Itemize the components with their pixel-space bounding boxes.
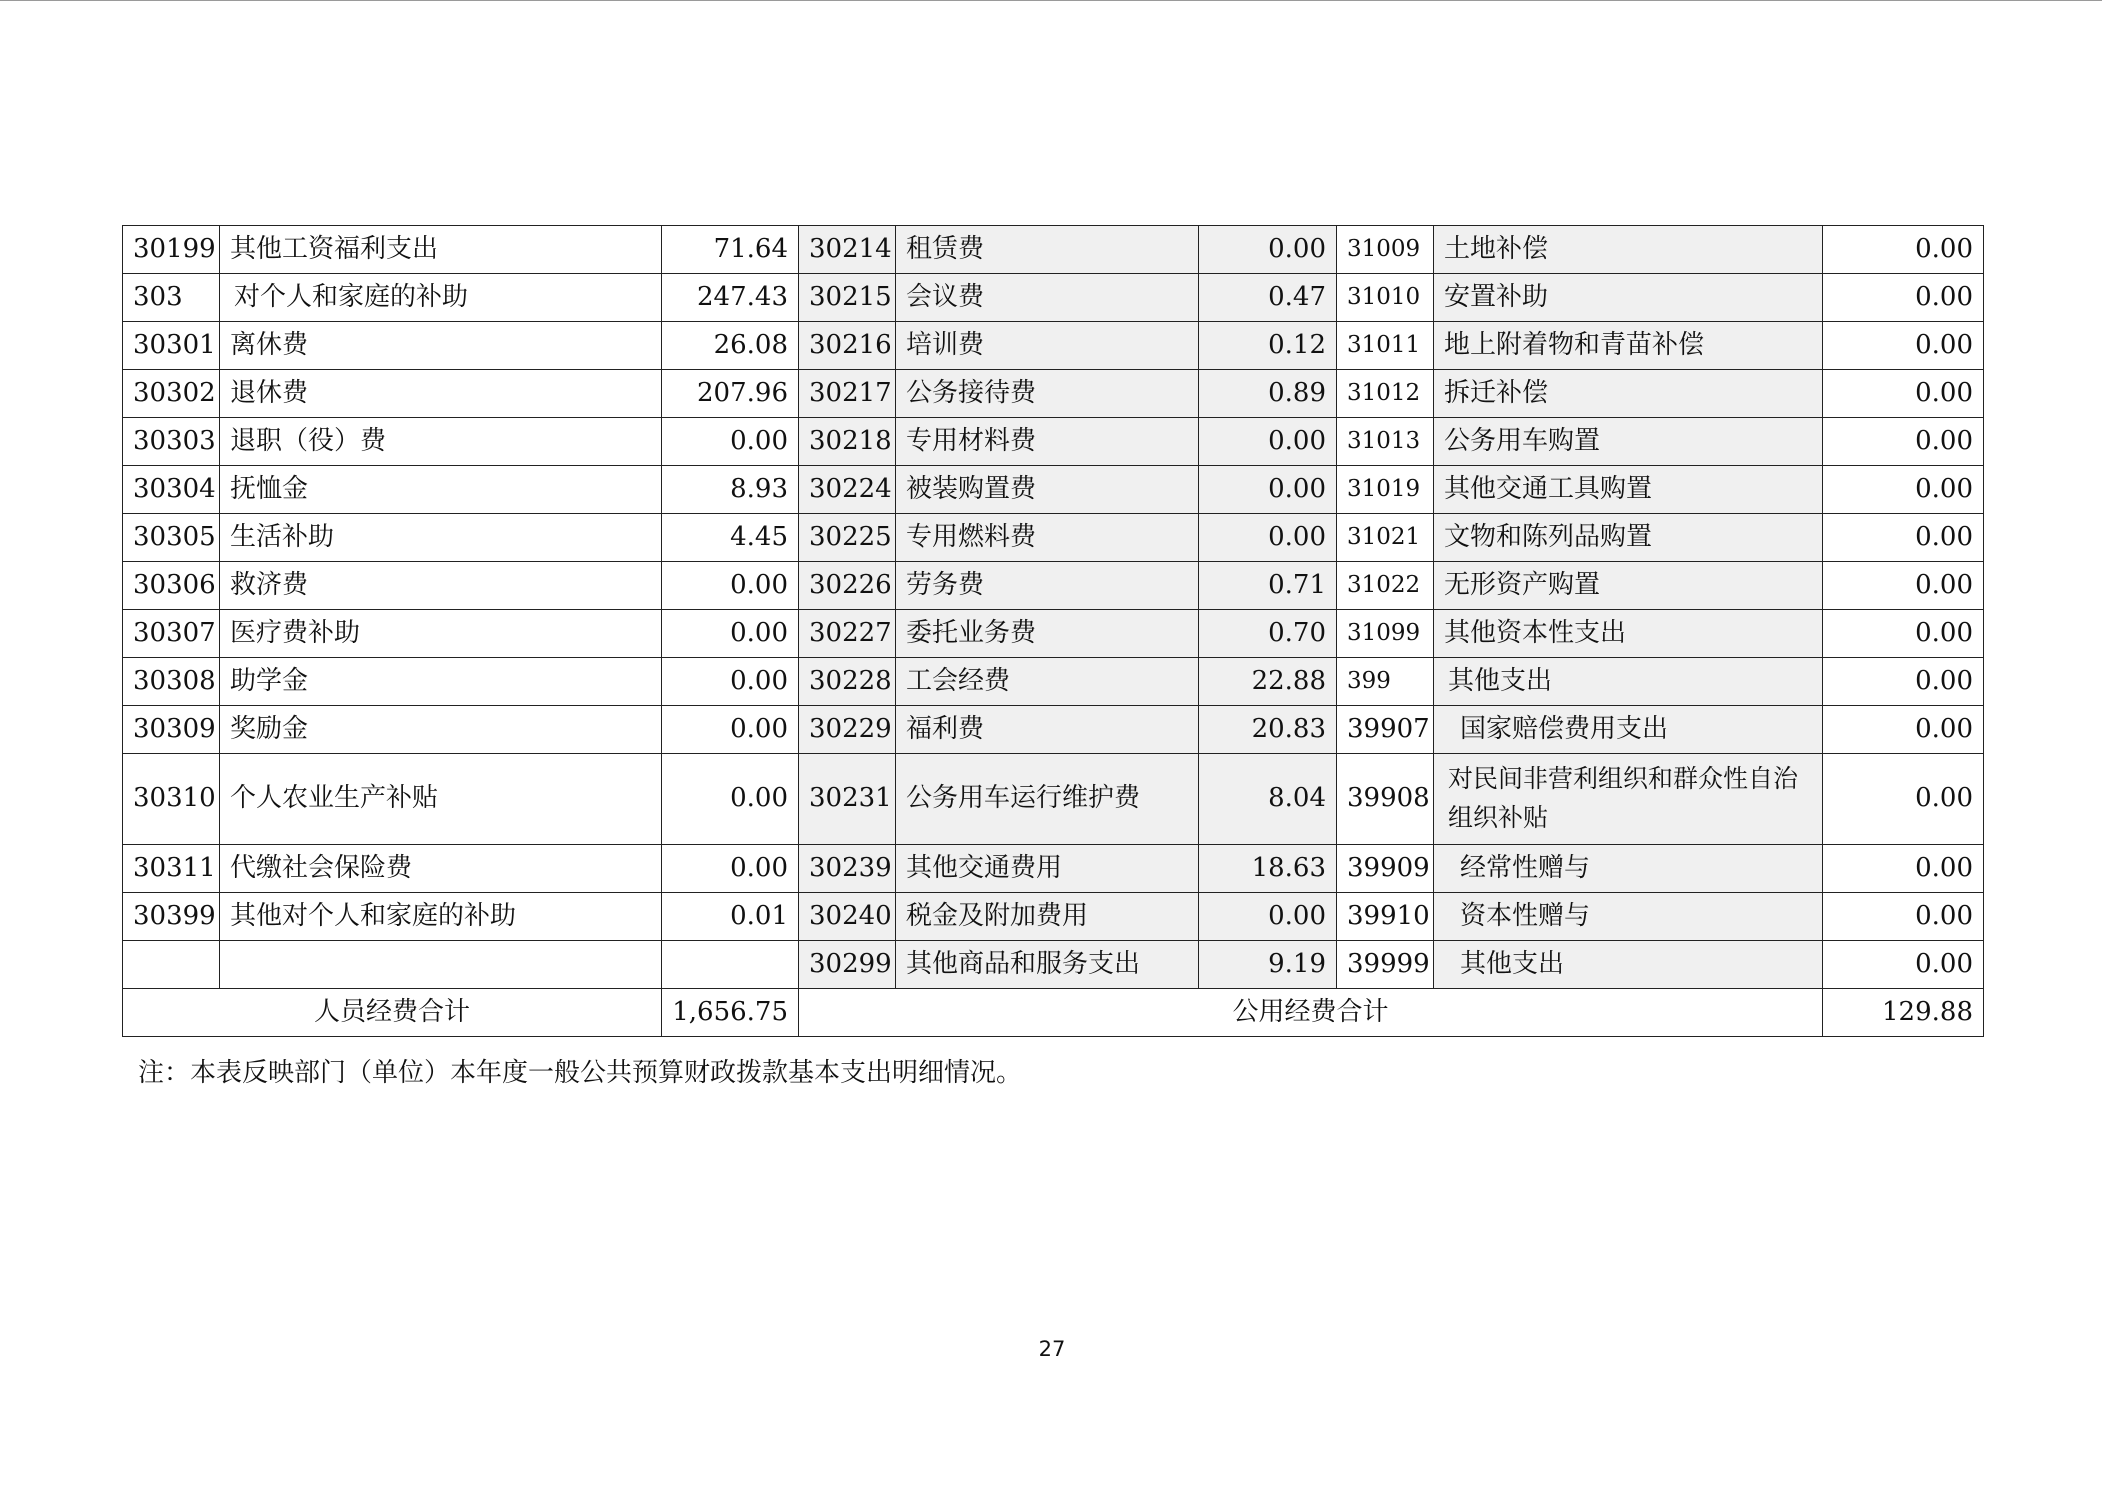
expenditure-detail-table bbox=[122, 225, 1984, 1037]
section-a-code: 303 bbox=[123, 274, 220, 322]
section-a-code: 30307 bbox=[123, 610, 220, 658]
section-a-code bbox=[123, 941, 220, 989]
section-a-name: 个人农业生产补贴 bbox=[220, 754, 662, 845]
section-b-name: 专用燃料费 bbox=[896, 514, 1199, 562]
section-a-amount: 0.00 bbox=[662, 418, 799, 466]
section-c-name: 无形资产购置 bbox=[1434, 562, 1823, 610]
section-a-code: 30304 bbox=[123, 466, 220, 514]
section-b-amount: 9.19 bbox=[1199, 941, 1337, 989]
section-b-name: 公务用车运行维护费 bbox=[896, 754, 1199, 845]
section-a-amount: 26.08 bbox=[662, 322, 799, 370]
section-b-amount: 0.00 bbox=[1199, 514, 1337, 562]
table-row bbox=[123, 466, 1984, 514]
section-c-amount: 0.00 bbox=[1823, 845, 1984, 893]
section-a-name: 奖励金 bbox=[220, 706, 662, 754]
section-c-name: 资本性赠与 bbox=[1434, 893, 1823, 941]
section-c-amount: 0.00 bbox=[1823, 226, 1984, 274]
section-a-amount: 0.00 bbox=[662, 610, 799, 658]
table-row bbox=[123, 274, 1984, 322]
section-a-code: 30399 bbox=[123, 893, 220, 941]
section-c-code: 31011 bbox=[1337, 322, 1434, 370]
page-number: 27 bbox=[1038, 1337, 1066, 1361]
section-b-code: 30240 bbox=[799, 893, 896, 941]
section-b-code: 30224 bbox=[799, 466, 896, 514]
section-a-amount: 0.00 bbox=[662, 658, 799, 706]
section-b-amount: 0.89 bbox=[1199, 370, 1337, 418]
section-c-amount: 0.00 bbox=[1823, 610, 1984, 658]
public-total-label: 公用经费合计 bbox=[799, 989, 1823, 1037]
section-b-amount: 22.88 bbox=[1199, 658, 1337, 706]
section-a-name: 对个人和家庭的补助 bbox=[220, 274, 662, 322]
section-a-name: 生活补助 bbox=[220, 514, 662, 562]
table-row bbox=[123, 845, 1984, 893]
section-c-name: 国家赔偿费用支出 bbox=[1434, 706, 1823, 754]
section-b-name: 税金及附加费用 bbox=[896, 893, 1199, 941]
section-c-code: 31010 bbox=[1337, 274, 1434, 322]
section-a-code: 30311 bbox=[123, 845, 220, 893]
section-c-name: 拆迁补偿 bbox=[1434, 370, 1823, 418]
section-c-amount: 0.00 bbox=[1823, 562, 1984, 610]
section-b-amount: 0.71 bbox=[1199, 562, 1337, 610]
table-row bbox=[123, 418, 1984, 466]
section-a-code: 30309 bbox=[123, 706, 220, 754]
section-c-name: 文物和陈列品购置 bbox=[1434, 514, 1823, 562]
table-body bbox=[123, 226, 1984, 989]
section-c-code: 31012 bbox=[1337, 370, 1434, 418]
section-b-name: 公务接待费 bbox=[896, 370, 1199, 418]
section-c-amount: 0.00 bbox=[1823, 754, 1984, 845]
section-a-name bbox=[220, 941, 662, 989]
section-a-name: 退休费 bbox=[220, 370, 662, 418]
section-c-name: 公务用车购置 bbox=[1434, 418, 1823, 466]
section-c-code: 31013 bbox=[1337, 418, 1434, 466]
section-c-code: 39909 bbox=[1337, 845, 1434, 893]
table-row bbox=[123, 706, 1984, 754]
table-row bbox=[123, 754, 1984, 845]
section-c-name: 经常性赠与 bbox=[1434, 845, 1823, 893]
section-b-code: 30231 bbox=[799, 754, 896, 845]
section-b-name: 其他交通费用 bbox=[896, 845, 1199, 893]
section-a-code: 30199 bbox=[123, 226, 220, 274]
personnel-total-label: 人员经费合计 bbox=[123, 989, 662, 1037]
section-b-code: 30218 bbox=[799, 418, 896, 466]
table-footnote: 注：本表反映部门（单位）本年度一般公共预算财政拨款基本支出明细情况。 bbox=[138, 1058, 1023, 1088]
section-b-amount: 0.00 bbox=[1199, 418, 1337, 466]
section-c-amount: 0.00 bbox=[1823, 466, 1984, 514]
section-a-name: 离休费 bbox=[220, 322, 662, 370]
section-b-name: 会议费 bbox=[896, 274, 1199, 322]
section-b-amount: 0.00 bbox=[1199, 466, 1337, 514]
section-a-amount: 0.00 bbox=[662, 845, 799, 893]
section-a-name: 医疗费补助 bbox=[220, 610, 662, 658]
section-c-amount: 0.00 bbox=[1823, 274, 1984, 322]
table-row bbox=[123, 941, 1984, 989]
section-b-code: 30228 bbox=[799, 658, 896, 706]
section-a-name: 其他工资福利支出 bbox=[220, 226, 662, 274]
section-a-name: 抚恤金 bbox=[220, 466, 662, 514]
section-c-code: 39908 bbox=[1337, 754, 1434, 845]
section-a-amount: 0.01 bbox=[662, 893, 799, 941]
section-b-amount: 20.83 bbox=[1199, 706, 1337, 754]
section-b-name: 租赁费 bbox=[896, 226, 1199, 274]
section-b-name: 培训费 bbox=[896, 322, 1199, 370]
section-b-amount: 0.00 bbox=[1199, 893, 1337, 941]
section-a-amount: 0.00 bbox=[662, 562, 799, 610]
section-c-name: 对民间非营利组织和群众性自治组织补贴 bbox=[1434, 754, 1823, 845]
section-a-code: 30303 bbox=[123, 418, 220, 466]
section-c-name: 地上附着物和青苗补偿 bbox=[1434, 322, 1823, 370]
section-c-name: 其他交通工具购置 bbox=[1434, 466, 1823, 514]
section-b-amount: 0.12 bbox=[1199, 322, 1337, 370]
section-b-code: 30214 bbox=[799, 226, 896, 274]
section-c-amount: 0.00 bbox=[1823, 658, 1984, 706]
section-a-name: 其他对个人和家庭的补助 bbox=[220, 893, 662, 941]
section-a-amount: 0.00 bbox=[662, 706, 799, 754]
section-c-code: 31009 bbox=[1337, 226, 1434, 274]
table-row bbox=[123, 893, 1984, 941]
section-b-code: 30215 bbox=[799, 274, 896, 322]
section-a-amount bbox=[662, 941, 799, 989]
section-c-name: 其他资本性支出 bbox=[1434, 610, 1823, 658]
public-total-amount: 129.88 bbox=[1823, 989, 1984, 1037]
table-row bbox=[123, 658, 1984, 706]
personnel-total-amount: 1,656.75 bbox=[662, 989, 799, 1037]
section-c-amount: 0.00 bbox=[1823, 370, 1984, 418]
section-a-code: 30302 bbox=[123, 370, 220, 418]
section-b-name: 专用材料费 bbox=[896, 418, 1199, 466]
section-c-code: 31019 bbox=[1337, 466, 1434, 514]
section-a-amount: 71.64 bbox=[662, 226, 799, 274]
section-b-code: 30225 bbox=[799, 514, 896, 562]
section-b-code: 30217 bbox=[799, 370, 896, 418]
table-row bbox=[123, 226, 1984, 274]
section-b-amount: 8.04 bbox=[1199, 754, 1337, 845]
section-c-code: 39910 bbox=[1337, 893, 1434, 941]
totals-row bbox=[123, 989, 1984, 1037]
section-a-code: 30308 bbox=[123, 658, 220, 706]
table-row bbox=[123, 562, 1984, 610]
section-b-code: 30226 bbox=[799, 562, 896, 610]
page-top-rule bbox=[0, 0, 2102, 1]
table-row bbox=[123, 610, 1984, 658]
section-c-amount: 0.00 bbox=[1823, 418, 1984, 466]
section-b-name: 委托业务费 bbox=[896, 610, 1199, 658]
section-c-amount: 0.00 bbox=[1823, 941, 1984, 989]
section-b-amount: 0.00 bbox=[1199, 226, 1337, 274]
section-b-code: 30239 bbox=[799, 845, 896, 893]
section-b-code: 30299 bbox=[799, 941, 896, 989]
section-a-amount: 4.45 bbox=[662, 514, 799, 562]
section-c-name: 其他支出 bbox=[1434, 941, 1823, 989]
section-c-code: 39999 bbox=[1337, 941, 1434, 989]
section-a-name: 助学金 bbox=[220, 658, 662, 706]
section-c-code: 399 bbox=[1337, 658, 1434, 706]
section-c-amount: 0.00 bbox=[1823, 514, 1984, 562]
table-row bbox=[123, 370, 1984, 418]
section-b-name: 被装购置费 bbox=[896, 466, 1199, 514]
section-a-amount: 0.00 bbox=[662, 754, 799, 845]
section-b-name: 工会经费 bbox=[896, 658, 1199, 706]
section-a-amount: 207.96 bbox=[662, 370, 799, 418]
table-row bbox=[123, 322, 1984, 370]
section-a-code: 30306 bbox=[123, 562, 220, 610]
section-c-name: 安置补助 bbox=[1434, 274, 1823, 322]
section-b-name: 其他商品和服务支出 bbox=[896, 941, 1199, 989]
section-c-code: 31022 bbox=[1337, 562, 1434, 610]
section-b-amount: 0.70 bbox=[1199, 610, 1337, 658]
section-c-code: 31099 bbox=[1337, 610, 1434, 658]
section-c-code: 39907 bbox=[1337, 706, 1434, 754]
section-b-name: 福利费 bbox=[896, 706, 1199, 754]
section-c-amount: 0.00 bbox=[1823, 893, 1984, 941]
section-a-code: 30305 bbox=[123, 514, 220, 562]
section-b-code: 30227 bbox=[799, 610, 896, 658]
section-c-amount: 0.00 bbox=[1823, 322, 1984, 370]
section-a-name: 救济费 bbox=[220, 562, 662, 610]
section-c-amount: 0.00 bbox=[1823, 706, 1984, 754]
section-a-name: 退职（役）费 bbox=[220, 418, 662, 466]
section-a-code: 30301 bbox=[123, 322, 220, 370]
section-a-code: 30310 bbox=[123, 754, 220, 845]
budget-table-container bbox=[122, 225, 1984, 1037]
section-c-name: 土地补偿 bbox=[1434, 226, 1823, 274]
section-a-name: 代缴社会保险费 bbox=[220, 845, 662, 893]
section-b-amount: 0.47 bbox=[1199, 274, 1337, 322]
section-b-code: 30216 bbox=[799, 322, 896, 370]
section-c-name: 其他支出 bbox=[1434, 658, 1823, 706]
section-c-code: 31021 bbox=[1337, 514, 1434, 562]
section-b-code: 30229 bbox=[799, 706, 896, 754]
section-b-amount: 18.63 bbox=[1199, 845, 1337, 893]
section-a-amount: 247.43 bbox=[662, 274, 799, 322]
section-a-amount: 8.93 bbox=[662, 466, 799, 514]
table-row bbox=[123, 514, 1984, 562]
section-b-name: 劳务费 bbox=[896, 562, 1199, 610]
